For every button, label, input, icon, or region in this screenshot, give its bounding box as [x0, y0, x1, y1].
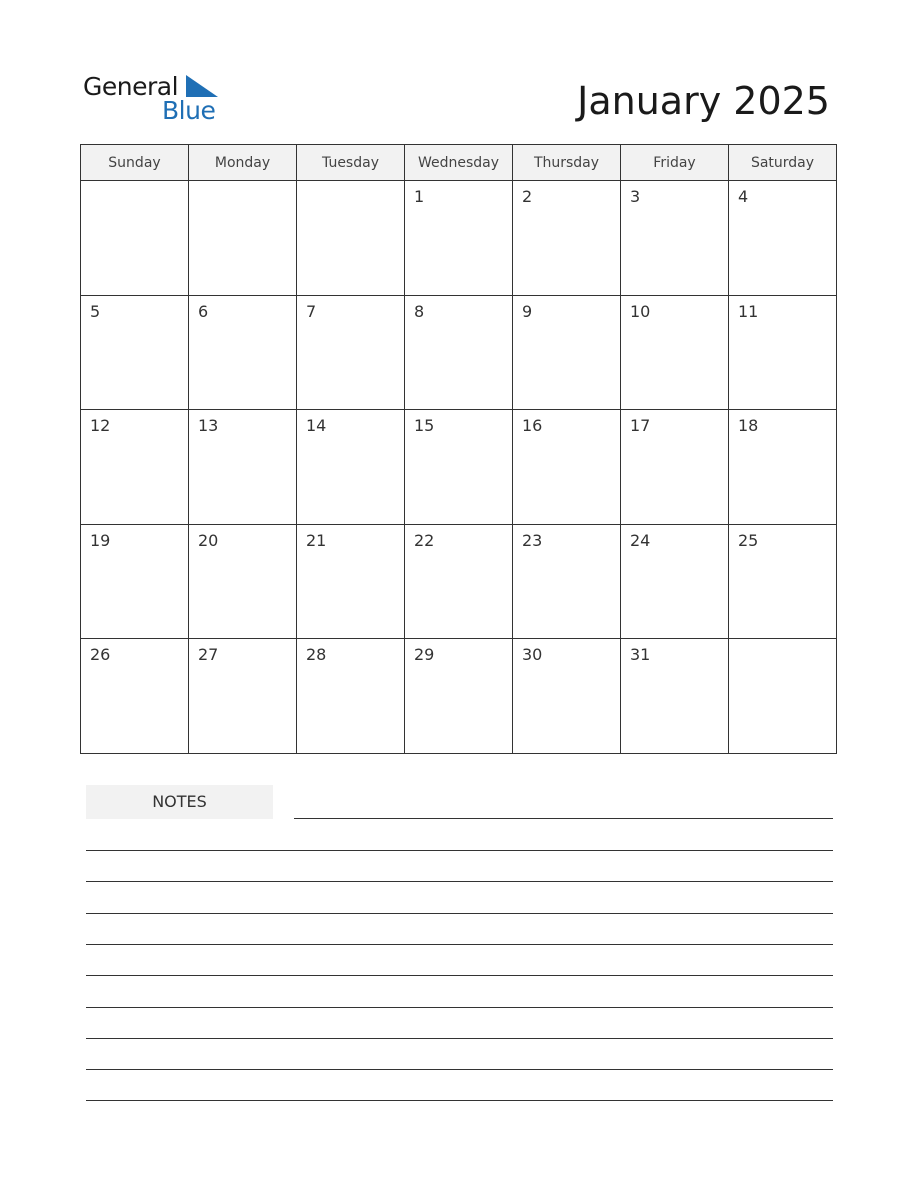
day-cell: [513, 295, 621, 410]
day-cell: [297, 295, 405, 410]
day-number: 28: [306, 645, 327, 665]
logo-word-blue: Blue: [162, 96, 216, 125]
day-cell: [513, 410, 621, 525]
note-line: [86, 1007, 833, 1008]
weekday-header-wednesday: Wednesday: [405, 145, 513, 181]
day-number: 24: [630, 530, 651, 550]
day-cell: [729, 295, 837, 410]
day-cell: [405, 410, 513, 525]
day-cell: [621, 410, 729, 525]
weekday-header-sunday: Sunday: [81, 145, 189, 181]
day-cell: [729, 181, 837, 296]
day-cell: [189, 181, 297, 296]
day-cell: [621, 524, 729, 639]
day-number: 20: [198, 530, 219, 550]
day-number: 18: [738, 416, 759, 436]
day-number: 6: [198, 301, 209, 321]
day-number: 4: [738, 187, 749, 206]
day-number: 3: [630, 187, 641, 206]
day-cell: [189, 639, 297, 754]
day-cell: [621, 181, 729, 296]
day-number: 25: [738, 530, 759, 550]
note-line: [86, 913, 833, 914]
day-number: 30: [522, 645, 543, 665]
week-row: [81, 181, 837, 296]
day-number: 9: [522, 301, 533, 321]
day-cell: [81, 295, 189, 410]
day-number: 2: [522, 187, 533, 206]
day-number: [297, 181, 404, 187]
day-number: 13: [198, 416, 219, 436]
note-line: [86, 1038, 833, 1039]
day-number: [729, 639, 836, 645]
day-number: 26: [90, 645, 111, 665]
day-cell: [81, 181, 189, 296]
page-title: January 2025: [577, 79, 830, 123]
weekday-header-saturday: Saturday: [729, 145, 837, 181]
day-number: 17: [630, 416, 651, 436]
day-number: 31: [630, 645, 651, 665]
week-row: [81, 639, 837, 754]
note-line: [86, 944, 833, 945]
brand-logo: [83, 72, 223, 128]
weekday-header-row: [81, 145, 837, 181]
calendar-grid: [80, 144, 837, 754]
day-number: 14: [306, 416, 327, 436]
day-cell: [297, 524, 405, 639]
day-cell: [621, 295, 729, 410]
day-number: 11: [738, 301, 759, 321]
day-cell: [513, 181, 621, 296]
week-row: [81, 295, 837, 410]
week-row: [81, 524, 837, 639]
day-cell: [297, 181, 405, 296]
day-number: 21: [306, 530, 327, 550]
day-number: 19: [90, 530, 111, 550]
day-number: 15: [414, 416, 435, 436]
day-cell: [405, 181, 513, 296]
day-cell: [189, 295, 297, 410]
note-line: [86, 1069, 833, 1070]
day-number: 8: [414, 301, 425, 321]
day-cell: [81, 410, 189, 525]
day-cell: [729, 410, 837, 525]
day-number: 7: [306, 301, 317, 321]
day-number: 10: [630, 301, 651, 321]
note-line: [86, 881, 833, 882]
day-cell: [81, 524, 189, 639]
day-cell: [297, 410, 405, 525]
day-number: 27: [198, 645, 219, 665]
day-cell: [621, 639, 729, 754]
day-cell: [297, 639, 405, 754]
day-cell: [189, 524, 297, 639]
day-number: 5: [90, 301, 101, 321]
note-line: [86, 1100, 833, 1101]
day-cell: [81, 639, 189, 754]
day-cell: [513, 524, 621, 639]
day-cell: [189, 410, 297, 525]
day-cell: [729, 524, 837, 639]
day-number: 16: [522, 416, 543, 436]
day-number: 29: [414, 645, 435, 665]
day-number: 12: [90, 416, 111, 436]
day-number: 1: [414, 187, 425, 206]
weekday-header-thursday: Thursday: [513, 145, 621, 181]
day-number: 22: [414, 530, 435, 550]
weekday-header-friday: Friday: [621, 145, 729, 181]
day-cell: [405, 524, 513, 639]
day-cell: [405, 639, 513, 754]
day-cell: [729, 639, 837, 754]
note-line: [294, 818, 833, 819]
weekday-header-tuesday: Tuesday: [297, 145, 405, 181]
notes-label: NOTES: [86, 785, 273, 819]
triangle-flag-icon: [186, 75, 218, 97]
day-number: [189, 181, 296, 187]
weekday-header-monday: Monday: [189, 145, 297, 181]
week-row: [81, 410, 837, 525]
logo-word-general: General: [83, 72, 179, 101]
note-line: [86, 975, 833, 976]
day-cell: [405, 295, 513, 410]
day-cell: [513, 639, 621, 754]
note-line: [86, 850, 833, 851]
day-number: [81, 181, 188, 187]
day-number: 23: [522, 530, 543, 550]
